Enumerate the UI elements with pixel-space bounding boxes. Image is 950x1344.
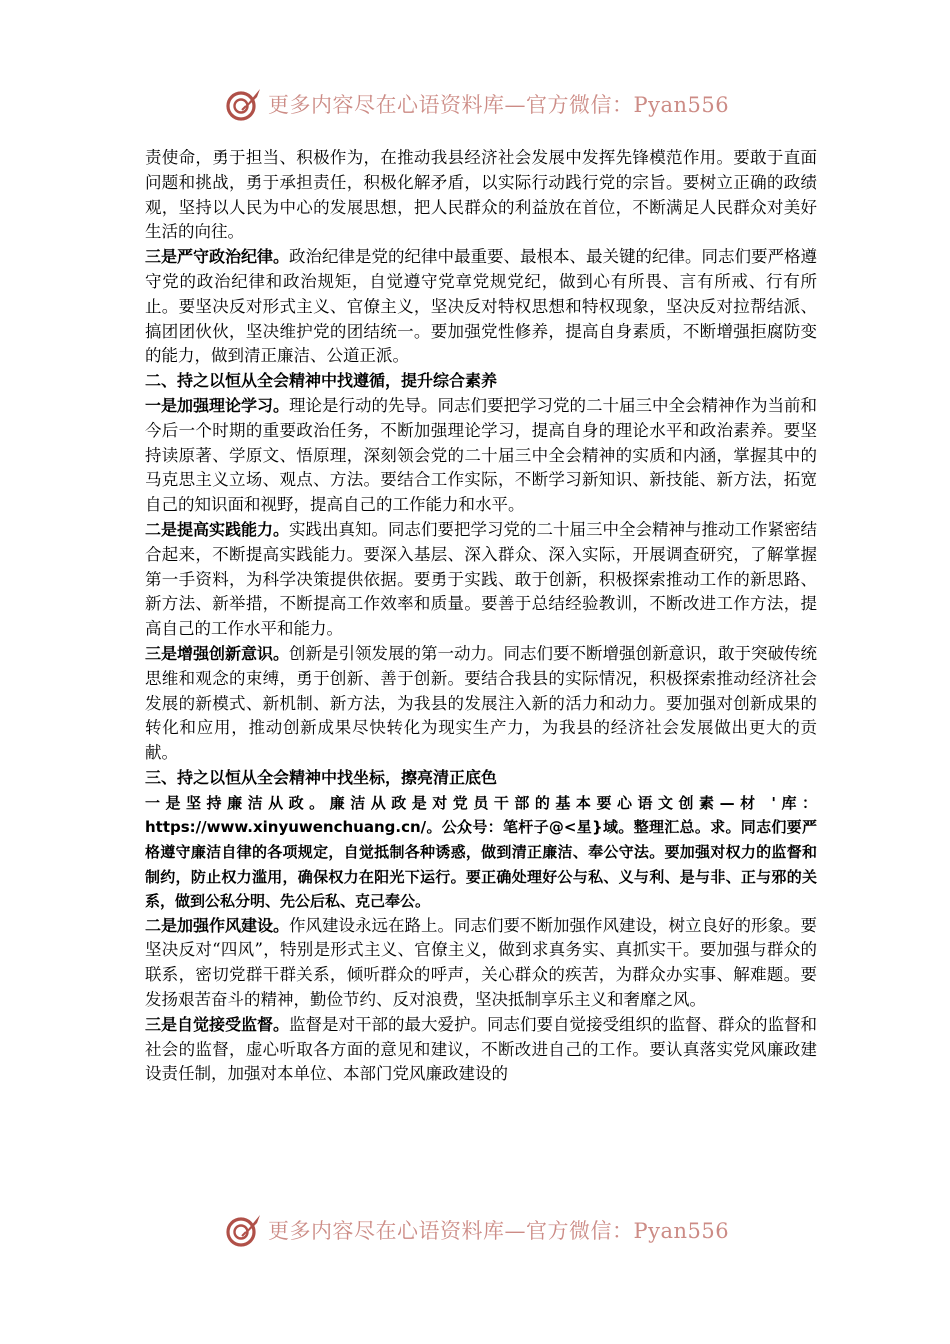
paragraph-5: 三是增强创新意识。创新是引领发展的第一动力。同志们要不断增强创新意识，敢于突破传统思维和观念的束缚，勇于创新、善于创新。要结合我县的实际情况，积极探索推动经济社会发展的新模式、新机制、新方法，为我县的发展注入新的活力和动力。要加强对创新成果的转化和应用，推动创新成果尽快转化为现实生产力，为我县的经济社会发展做出更大的贡献。 (145, 643, 818, 763)
paragraph-8: 三是自觉接受监督。监督是对干部的最大爱护。同志们要自觉接受组织的监督、群众的监督和社会的监督，虚心听取各方面的意见和建议，不断改进自己的工作。要认真落实党风廉政建设责任制，加强对本单位、本部门党风廉政建设的 (145, 1014, 818, 1084)
paragraph-2: 三是严守政治纪律。政治纪律是党的纪律中最重要、最根本、最关键的纪律。同志们要严格遵守党的政治纪律和政治规矩，自觉遵守党章党规党纪，做到心有所畏、言有所戒、行有所止。要坚决反对形式主义、官僚主义，坚决反对特权思想和特权现象，坚决反对拉帮结派、搞团团伙伙，坚决维护党的团结统一。要加强党性修养，提高自身素质，不断增强拒腐防变的能力，做到清正廉洁、公道正派。 (145, 247, 818, 366)
quill-logo-icon (224, 1210, 264, 1250)
banner-text: 更多内容尽在心语资料库—官方微信：Pyan556 (268, 1219, 730, 1243)
section-heading-2: 二、持之以恒从全会精神中找遵循，提升综合素养 (145, 371, 498, 391)
paragraph-7: 二是加强作风建设。作风建设永远在路上。同志们要不断加强作风建设，树立良好的形象。要坚决反对“四风”，特别是形式主义、官僚主义，做到求真务实、真抓实干。要加强与群众的联系，密切党群干群关系，倾听群众的呼声，关心群众的疾苦，为群众办实事、解难题。要发扬艰苦奋斗的精神，勤俭节约、反对浪费，坚决抵制享乐主义和奢靡之风。 (145, 915, 818, 1010)
footer-banner (224, 1210, 729, 1250)
document-body (145, 146, 817, 1087)
quill-logo-icon (224, 84, 264, 124)
paragraph-lead: 三是严守政治纪律。 (145, 247, 290, 267)
paragraph-lead: 三是自觉接受监督。 (145, 1014, 290, 1034)
paragraph-lead: 二是加强作风建设。 (145, 915, 290, 935)
paragraph-1: 责使命，勇于担当、积极作为，在推动我县经济社会发展中发挥先锋模范作用。要敢于直面问题和挑战，勇于承担责任，积极化解矛盾，以实际行动践行党的宗旨。要树立正确的政绩观，坚持以人民为中心的发展思想，把人民群众的利益放在首位，不断满足人民群众对美好生活的向往。 (145, 148, 817, 242)
paragraph-lead: 三是增强创新意识。 (145, 643, 290, 663)
banner-text: 更多内容尽在心语资料库—官方微信：Pyan556 (268, 93, 730, 117)
header-banner (224, 84, 729, 124)
paragraph-6: 一是坚持廉洁从政。廉洁从政是对党员干部的基本要心语文创素—材 '库：https://www.xinyuwenchuang.cn/。公众号：笔杆子@<星}域。整理汇总。求。同志们要严格遵守廉洁自律的各项规定，自觉抵制各种诱惑，做到清正廉洁、奉公守法。要加强对权力的监督和制约，防止权力滥用，确保权力在阳光下运行。要正确处理好公与私、义与利、是与非、正与邪的关系，做到公私分明、先公后私、克己奉公。 (145, 793, 817, 911)
paragraph-3: 一是加强理论学习。理论是行动的先导。同志们要把学习党的二十届三中全会精神作为当前和今后一个时期的重要政治任务，不断加强理论学习，提高自身的理论水平和政治素养。要坚持读原著、学原文、悟原理，深刻领会党的二十届三中全会精神的实质和内涵，掌握其中的马克思主义立场、观点、方法。要结合工作实际，不断学习新知识、新技能、新方法，拓宽自己的知识面和视野，提高自己的工作能力和水平。 (145, 395, 818, 515)
paragraph-4: 二是提高实践能力。实践出真知。同志们要把学习党的二十届三中全会精神与推动工作紧密结合起来，不断提高实践能力。要深入基层、深入群众、深入实际，开展调查研究，了解掌握第一手资料，为科学决策提供依据。要勇于实践、敢于创新，积极探索推动工作的新思路、新方法、新举措，不断提高工作效率和质量。要善于总结经验教训，不断改进工作方法，提高自己的工作水平和能力。 (145, 519, 818, 639)
paragraph-lead: 二是提高实践能力。 (145, 519, 290, 539)
section-heading-3: 三、持之以恒从全会精神中找坐标，擦亮清正底色 (145, 767, 498, 787)
paragraph-lead: 一是加强理论学习。 (145, 395, 290, 415)
